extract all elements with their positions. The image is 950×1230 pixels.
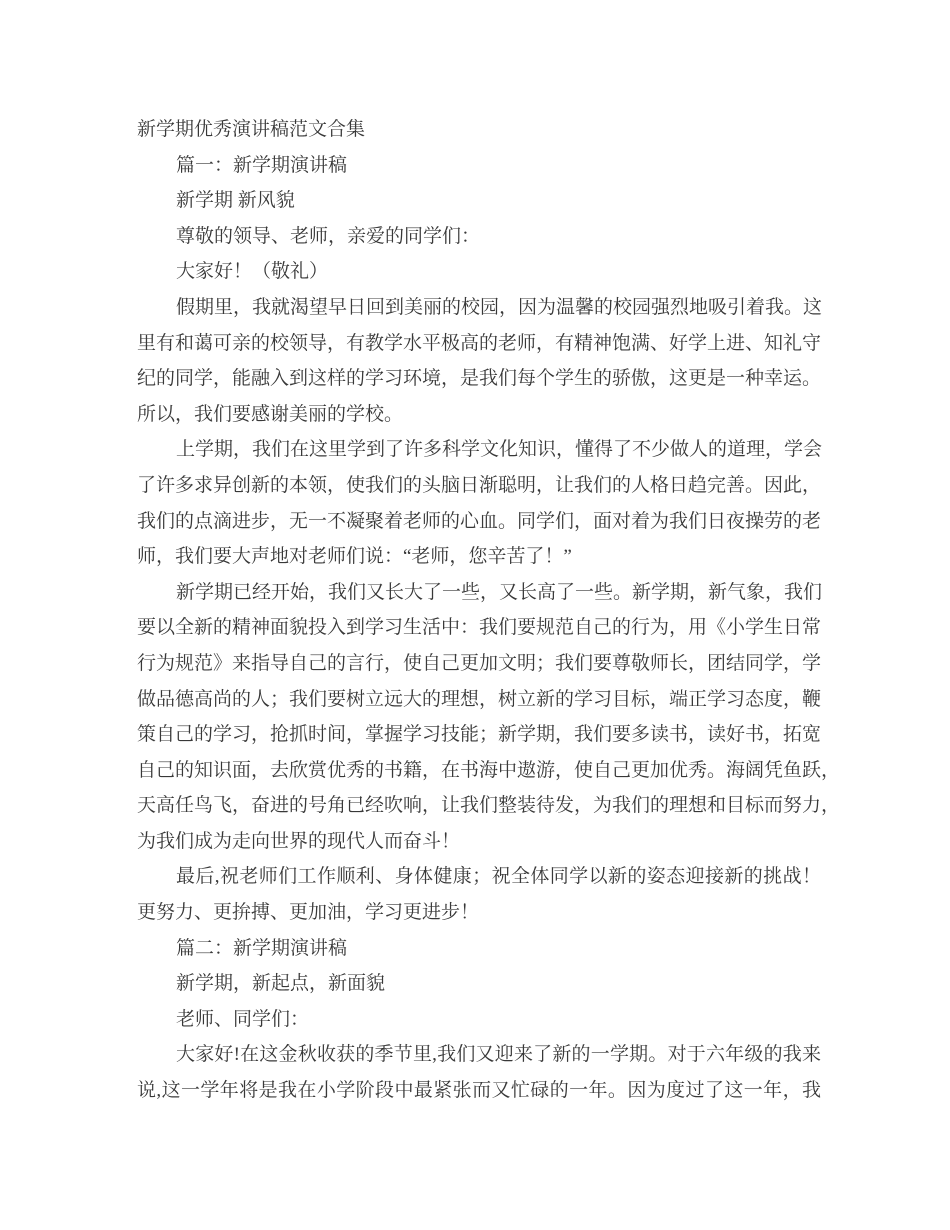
text-line: 策自己的学习，抢抓时间，掌握学习技能；新学期，我们要多读书，读好书，拓宽 <box>137 724 822 746</box>
document-text-block <box>137 112 841 1109</box>
section2-heading: 篇二：新学期演讲稿 <box>176 937 348 959</box>
text-line: 我们的点滴进步，无一不凝聚着老师的心血。同学们，面对着为我们日夜操劳的老 <box>137 510 822 532</box>
text-line: 上学期，我们在这里学到了许多科学文化知识，懂得了不少做人的道理，学会 <box>176 439 823 461</box>
text-line: 为我们成为走向世界的现代人而奋斗！ <box>137 830 461 852</box>
speech1-greeting: 大家好！（敬礼） <box>176 261 329 283</box>
text-line: 天高任鸟飞，奋进的号角已经吹响，让我们整装待发，为我们的理想和目标而努力， <box>137 795 841 817</box>
text-line: 最后,祝老师们工作顺利、身体健康；祝全体同学以新的姿态迎接新的挑战！ <box>176 866 821 888</box>
text-line: 纪的同学，能融入到这样的学习环境，是我们每个学生的骄傲，这更是一种幸运。 <box>137 368 822 390</box>
speech1-title: 新学期 新风貌 <box>176 190 295 212</box>
text-line: 要以全新的精神面貌投入到学习生活中：我们要规范自己的行为，用《小学生日常 <box>137 617 822 639</box>
text-line: 更努力、更拚搏、更加油，学习更进步！ <box>137 902 480 924</box>
text-line: 假期里，我就渴望早日回到美丽的校园，因为温馨的校园强烈地吸引着我。这 <box>176 296 823 318</box>
text-line: 师，我们要大声地对老师们说：“老师，您辛苦了！” <box>137 546 572 568</box>
text-line: 大家好!在这金秋收获的季节里,我们又迎来了新的一学期。对于六年级的我来 <box>176 1044 821 1066</box>
speech2-title: 新学期，新起点，新面貌 <box>176 973 386 995</box>
text-line: 行为规范》来指导自己的言行，使自己更加文明；我们要尊敬师长，团结同学，学 <box>137 652 822 674</box>
text-line: 里有和蔼可亲的校领导，有教学水平极高的老师，有精神饱满、好学上进、知礼守 <box>137 332 822 354</box>
document-title: 新学期优秀演讲稿范文合集 <box>137 119 366 140</box>
speech2-salutation: 老师、同学们： <box>176 1008 310 1030</box>
text-line: 新学期已经开始，我们又长大了一些，又长高了一些。新学期，新气象，我们 <box>176 581 823 603</box>
text-line: 所以，我们要感谢美丽的学校。 <box>137 403 404 425</box>
section1-heading: 篇一：新学期演讲稿 <box>176 154 348 176</box>
text-line: 做品德高尚的人；我们要树立远大的理想，树立新的学习目标，端正学习态度，鞭 <box>137 688 822 710</box>
speech1-salutation: 尊敬的领导、老师，亲爱的同学们： <box>176 225 481 247</box>
text-line: 说,这一学年将是我在小学阶段中最紧张而又忙碌的一年。因为度过了这一年，我 <box>137 1080 821 1102</box>
text-line: 了许多求异创新的本领，使我们的头脑日渐聪明，让我们的人格日趋完善。因此， <box>137 474 822 496</box>
text-line: 自己的知识面，去欣赏优秀的书籍，在书海中遨游，使自己更加优秀。海阔凭鱼跃， <box>137 759 841 781</box>
